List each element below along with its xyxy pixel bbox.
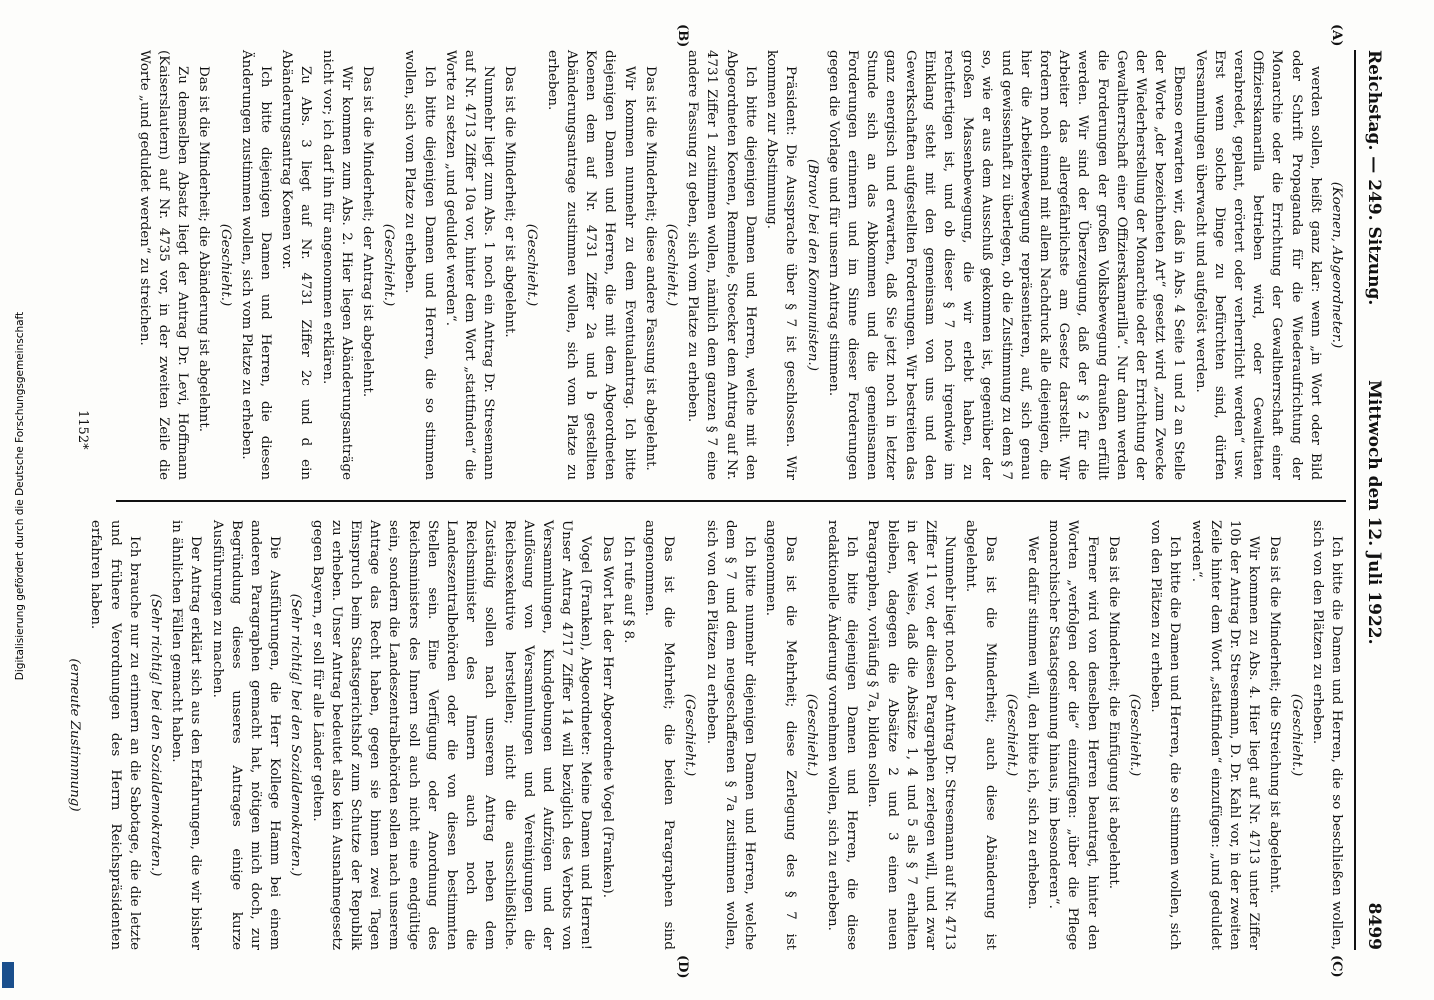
paragraph: Ferner wird von denselben Herren beantragt, hinter den Worten „verfolgen oder die“ einzufügen: „über die Pflege monarchischer Staatsgesinnung hinaus, im besonderen“. bbox=[1046, 520, 1100, 950]
paragraph: (Geschieht.) bbox=[682, 693, 698, 777]
page-header bbox=[1356, 50, 1390, 950]
paragraph: Das ist die Mehrheit; die beiden Paragraphen sind angenommen. bbox=[642, 520, 677, 950]
right-column bbox=[67, 520, 1346, 950]
margin-marker-a: (A) bbox=[1329, 24, 1344, 47]
paragraph: Ich bitte diejenigen Damen und Herren, die diese redaktionelle Änderung vornehmen wollen, sich zu erheben. bbox=[824, 520, 860, 950]
paragraph: Ich bitte die Damen und Herren, die so stimmen wollen, sich von den Plätzen zu erheben. bbox=[1148, 520, 1183, 950]
paragraph: Zu demselben Absatz liegt der Antrag Dr. Levi, Hoffmann (Kaiserslautern) auf Nr. 4735 vor, in der zweiten Zeile die Worte „und geduldet werden“ zu streichen. bbox=[136, 50, 191, 480]
paragraph: Ich brauche nur zu erinnern an die Sabotage, die die letzte und frühere Verordnungen des Herrn Reichspräsidenten erfahren haben. bbox=[88, 520, 142, 950]
paragraph: (Geschieht.) bbox=[664, 223, 680, 307]
paragraph: Nunmehr liegt noch der Antrag Dr. Stresemann auf Nr. 4713 Ziffer 11 vor, der diesen Paragraphen zerlegen will, und zwar in der Weise, daß die Absätze 1, 4 und 5 als § 7 erhalten bleiben, dagegen die Absätze 2 und 3 einen neuen Paragraphen, vorläufig § 7a, bilden sollen. bbox=[865, 520, 958, 950]
margin-marker-d: (D) bbox=[675, 955, 690, 979]
paragraph: Ich bitte diejenigen Damen und Herren, welche mit den Abgeordneten Koenen, Remmele, Stoecker dem Antrag auf Nr. 4731 Ziffer 1 zustimmen wollen, nämlich dem ganzen § 7 eine andere Fassung zu geben, sich vom Platze zu erheben. bbox=[685, 50, 758, 480]
paragraph: Wir kommen zu Abs. 4. Hier liegt auf Nr. 4713 unter Ziffer 10b der Antrag Dr. Stresemann, D. Dr. Kahl vor, in der zweiten Zeile hinter dem Wort „stattfinden“ einzufügen: „und geduldet werden“. bbox=[1188, 520, 1262, 950]
paragraph: werden sollen, heißt ganz klar: wenn „in Wort oder Bild oder Schrift Propaganda für die Wiederaufrichtung der Monarchie oder die Errichtung der Gewaltherrschaft einer Offizierskamarilla betrieben wird, oder Gewalttaten verabredet, geplant, erörtert oder verherrlicht werden“ usw. Erst wenn solche Dinge zu befürchten sind, dürfen Versammlungen überwacht und aufgelöst werden. bbox=[1192, 50, 1323, 480]
paragraph: (Geschieht.) bbox=[1126, 693, 1142, 777]
paragraph: Das Wort hat der Herr Abgeordnete Vogel (Franken). bbox=[599, 536, 615, 898]
paragraph: Zu Abs. 3 liegt auf Nr. 4731 Ziffer 2c und d ein Abänderungsantrag Koenen vor. bbox=[279, 50, 314, 480]
margin-marker-b: (B) bbox=[675, 24, 690, 48]
rotated-protocol-page bbox=[60, 10, 1390, 990]
paragraph: Ich bitte diejenigen Damen und Herren, die so stimmen wollen, sich vom Platze zu erheben. bbox=[402, 50, 437, 480]
header-page-number: 8499 bbox=[1364, 902, 1384, 950]
paragraph: Ebenso erwarten wir, daß in Abs. 4 Seite 1 und 2 an Stelle der Worte „der bezeichneten Art“ gesetzt wird „zum Zwecke der Wiederherstellung der Monarchie oder der Errichtung der Gewaltherrschaft einer Offizierskamarilla“. Nur dann werden die Forderungen der großen Volksbewegung draußen erfüllt werden. Wir sind der Überzeugung, daß der § 2 für die Arbeiter das allergefährlichste am Gesetz darstellt. Wir fordern noch einmal mit allem Nachdruck alle diejenigen, die hier die Arbeiterbewegung repräsentieren, auf, sich genau und gewissenhaft zu überlegen, ob die Zustimmung zu dem § 7 so, wie er aus dem Ausschuß gekommen ist, gegenüber der großen Massenbewegung, die wir erlebt haben, zu rechtfertigen ist, und ob dieser § 7 noch irgendwie im Einklang steht mit den gemeinsam von uns und den Gewerkschaften aufgestellten Forderungen. Wir bestreiten das ganz energisch und erwarten, daß Sie jetzt noch in letzter Stunde sich an das Abkommen und die gemeinsamen Forderungen erinnern und im Sinne dieser Forderungen gegen die Vorlage und für unsern Antrag stimmen. bbox=[825, 50, 1187, 480]
paragraph: (Koenen, Abgeordneter.) bbox=[1329, 181, 1344, 349]
paragraph: Ich bitte diejenigen Damen und Herren, die diesen Änderungen zustimmen wollen, sich vom Platze zu erheben. bbox=[238, 50, 274, 480]
paragraph: (Geschieht.) bbox=[803, 693, 819, 777]
paragraph: Das ist die Minderheit; diese andere Fassung ist abgelehnt. bbox=[642, 66, 658, 471]
dfg-logo-icon bbox=[2, 962, 14, 988]
paragraph: (Sehr richtig! bei den Sozialdemokraten.) bbox=[288, 593, 304, 877]
paragraph: Ich bitte die Damen und Herren, die so beschließen wollen, sich von den Plätzen zu erheben. bbox=[1309, 520, 1344, 950]
paragraph: Wer dafür stimmen will, den bitte ich, sich zu erheben. bbox=[1024, 536, 1040, 910]
paragraph: (Geschieht.) bbox=[1288, 693, 1304, 777]
credit-text: Digitalisierung gefördert durch die Deutsche Forschungsgemeinschaft bbox=[14, 311, 26, 681]
paragraph: (Geschieht.) bbox=[523, 223, 539, 307]
digitization-credit bbox=[0, 0, 26, 1000]
paragraph: Das ist die Mehrheit; diese Zerlegung des § 7 ist angenommen. bbox=[763, 520, 798, 950]
paragraph: Das ist die Minderheit; auch diese Abänderung ist abgelehnt. bbox=[963, 520, 998, 950]
left-column bbox=[96, 50, 1346, 480]
paragraph: Nunmehr liegt zum Abs. 1 noch ein Antrag Dr. Stresemann auf Nr. 4713 Ziffer 10a vor, hinter dem Wort „stattfinden“ die Worte zu setzen „und geduldet werden“. bbox=[442, 50, 497, 480]
paragraph: (Sehr richtig! bei den Sozialdemokraten.) bbox=[148, 593, 164, 877]
paragraph: Das ist die Minderheit; die Streichung ist abgelehnt. bbox=[1267, 536, 1283, 894]
paragraph: Das ist die Minderheit; die Abänderung ist abgelehnt. bbox=[196, 66, 212, 432]
paragraph: Das ist die Minderheit; die Einfügung ist abgelehnt. bbox=[1105, 536, 1121, 890]
paragraph: Ich bitte nunmehr diejenigen Damen und Herren, welche dem § 7 und dem neugeschaffenen § 7a zustimmen wollen, sich von den Plätzen zu erheben. bbox=[703, 520, 758, 950]
paragraph: (Geschieht.) bbox=[381, 223, 397, 307]
header-date: Mittwoch den 12. Juli 1922. bbox=[1364, 380, 1384, 645]
paragraph: Präsident: Die Aussprache über § 7 ist geschlossen. Wir kommen zur Abstimmung. bbox=[764, 50, 799, 480]
paragraph: Vogel (Franken), Abgeordneter: Meine Damen und Herren! Unser Antrag 4717 Ziffer 14 will bezüglich des Verbots von Versammlungen, Kundgebungen und Aufzügen und der Auflösung von Versammlungen und Vereinigungen die Reichsexekutive herstellen; nicht die ausschließliche. Zuständig sollen nach unserem Antrag neben dem Reichsminister des Innern auch noch die Landeszentralbehörden oder die von diesen bestimmten Stellen sein. Eine Verfügung oder Anordnung des Reichsministers des Innern soll auch nicht eine endgültige sein, sondern die Landeszentralbehörden sollen nach unserem Antrage das Recht haben, gegen sie binnen zwei Tagen Einspruch beim Staatsgerichtshof zum Schutze der Republik zu erheben. Unser Antrag bedeutet also kein Ausnahmegesetz gegen Bayern, er soll für alle Länder gelten. bbox=[309, 520, 594, 950]
paragraph: Das ist die Minderheit; der Antrag ist abgelehnt. bbox=[360, 66, 376, 398]
paragraph: (erneute Zustimmung) bbox=[67, 658, 83, 812]
paragraph: Das ist die Minderheit; er ist abgelehnt. bbox=[502, 66, 518, 338]
header-rule bbox=[1354, 50, 1356, 950]
paragraph: (Bravo! bei den Kommunisten.) bbox=[804, 158, 820, 372]
paragraph: (Geschieht.) bbox=[1003, 693, 1019, 777]
header-session: Reichstag. — 249. Sitzung. bbox=[1364, 50, 1384, 306]
paragraph: (Geschieht.) bbox=[217, 223, 233, 307]
margin-marker-c: (C) bbox=[1329, 955, 1344, 978]
paragraph: Der Antrag erklärt sich aus den Erfahrungen, die wir bisher in ähnlichen Fällen gemacht haben. bbox=[169, 520, 204, 950]
paragraph: Ich rufe auf § 8. bbox=[620, 536, 636, 644]
paragraph: Wir kommen zum Abs. 2. Hier liegen Abänderungsanträge nicht vor; ich darf ihn für angenommen erklären. bbox=[319, 50, 354, 480]
paragraph: Wir kommen nunmehr zu dem Eventualantrag. Ich bitte diejenigen Damen und Herren, die mit dem Abgeordneten Koenen dem auf Nr. 4731 Ziffer 2a und b gestellten Abänderungsantrage zustimmen wollen, sich vom Platze zu erheben. bbox=[544, 50, 637, 480]
page-signature: 1152* bbox=[75, 410, 90, 450]
paragraph: Die Ausführungen, die Herr Kollege Hamm bei einem anderen Paragraphen gemacht hat, nötigen mich doch, zur Begründung dieses unseres Antrages einige kurze Ausführungen zu machen. bbox=[209, 520, 283, 950]
column-divider bbox=[116, 500, 1346, 502]
